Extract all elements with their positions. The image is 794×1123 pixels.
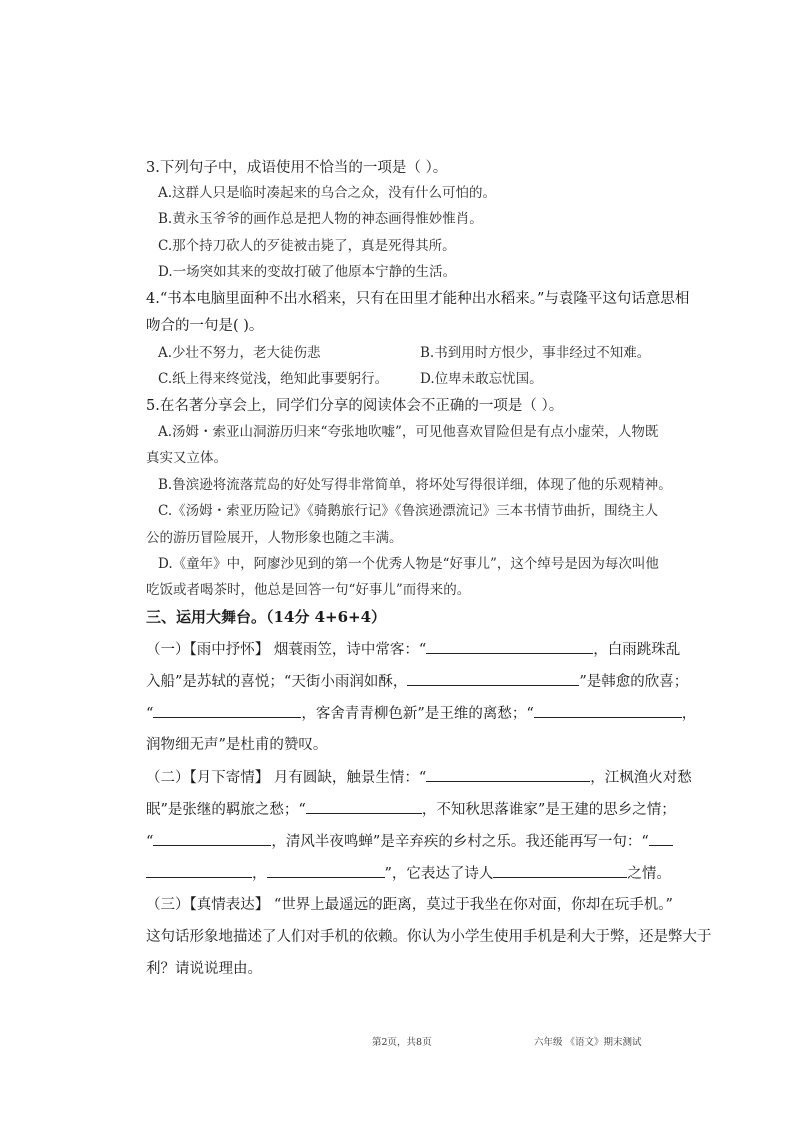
q4-stem-line1: 4.“书本电脑里面种不出水稻来，只有在田里才能种出水稻来。”与袁隆平这句话意思相 xyxy=(146,291,690,307)
part1-line2 xyxy=(146,671,688,692)
part2-line3 xyxy=(146,831,673,852)
part2-line3-open: “ xyxy=(146,834,154,850)
part1-line4: 润物细无声”是杜甫的赞叹。 xyxy=(146,737,328,753)
q4-option-a: A.少壮不努力，老大徒伤悲 xyxy=(158,345,321,361)
answer-blank[interactable] xyxy=(407,671,579,686)
q3-option-d: D.一场突如其来的变故打破了他原本宁静的生活。 xyxy=(158,264,457,280)
section3-title: 三、运用大舞台。（14分 4+6+4） xyxy=(146,608,387,626)
part2-line2-lead: 眠”是张继的羁旅之愁；“ xyxy=(146,802,306,818)
part1-line3 xyxy=(146,703,696,724)
q3-option-b: B.黄永玉爷爷的画作总是把人物的神态画得惟妙惟肖。 xyxy=(158,211,483,227)
q4-option-c: C.纸上得来终觉浅，绝知此事要躬行。 xyxy=(158,371,389,387)
part1-line3-mid: ，客舍青青柳色新”是王维的离愁；“ xyxy=(301,706,534,722)
q5-stem: 5.在名著分享会上，同学们分享的阅读体会不正确的一项是（ ）。 xyxy=(146,398,564,414)
q4-option-b: B.书到用时方恨少，事非经过不知难。 xyxy=(420,345,651,361)
exam-title: 六年级 《语文》期末测试 xyxy=(534,1037,642,1048)
q3-option-c: C.那个持刀砍人的歹徒被击毙了，真是死得其所。 xyxy=(158,238,456,254)
answer-blank[interactable] xyxy=(146,863,252,878)
q4-stem-line2: 吻合的一句是( )。 xyxy=(146,318,264,334)
part2-line1-lead: （二）【月下寄情】 月有圆缺，触景生情：“ xyxy=(146,770,427,786)
part2-line2 xyxy=(146,799,676,820)
answer-blank[interactable] xyxy=(534,703,682,718)
q5-option-a-line2: 真实又立体。 xyxy=(146,450,227,466)
part3-line1: （三）【真情表达】 “世界上最遥远的距离，莫过于我坐在你对面，你却在玩手机。” xyxy=(146,897,673,913)
answer-blank[interactable] xyxy=(267,863,385,878)
q4-option-d: D.位卑未敢忘忧国。 xyxy=(420,371,543,387)
answer-blank[interactable] xyxy=(493,863,627,878)
part1-line3-tail: ， xyxy=(681,706,697,722)
q5-option-a-line1: A.汤姆・索亚山洞游历归来“夸张地吹嘘”，可见他喜欢冒险但是有点小虚荣，人物既 xyxy=(158,424,659,440)
answer-blank[interactable] xyxy=(306,799,422,814)
part2-line4-comma: ， xyxy=(252,866,267,882)
page-number: 第2页，共8页 xyxy=(372,1037,432,1048)
answer-blank[interactable] xyxy=(153,703,301,718)
part1-line1-tail: ，白雨跳珠乱 xyxy=(593,642,681,658)
q5-option-d-line1: D.《童年》中，阿廖沙见到的第一个优秀人物是“好事儿”，这个绰号是因为每次叫他 xyxy=(158,556,659,572)
q5-option-c-line1: C.《汤姆・索亚历险记》《骑鹅旅行记》《鲁滨逊漂流记》三本书情节曲折，围绕主人 xyxy=(158,503,659,519)
q3-stem: 3.下列句子中，成语使用不恰当的一项是（ ）。 xyxy=(146,160,448,176)
part2-line4-tail: 之情。 xyxy=(627,866,671,882)
answer-blank[interactable] xyxy=(426,767,590,782)
answer-blank[interactable] xyxy=(426,639,593,654)
part2-line2-tail: ，不知秋思落谁家”是王建的思乡之情； xyxy=(421,802,676,818)
q5-option-d-line2: 吃饭或者喝茶时，他总是回答一句“好事儿”而得来的。 xyxy=(146,582,471,598)
part2-line4 xyxy=(146,863,671,884)
part3-line2: 这句话形象地描述了人们对手机的依赖。你认为小学生使用手机是利大于弊，还是弊大于 xyxy=(146,929,712,945)
part2-line1-tail: ，江枫渔火对愁 xyxy=(590,770,692,786)
part2-line4-mid: ”，它表达了诗人 xyxy=(384,866,494,882)
part3-line3: 利？请说说理由。 xyxy=(146,961,262,977)
q5-option-c-line2: 公的游历冒险展开，人物形象也随之丰满。 xyxy=(146,530,403,546)
q3-option-a: A.这群人只是临时凑起来的乌合之众，没有什么可怕的。 xyxy=(158,185,497,201)
part2-line3-mid: ，清风半夜鸣蝉”是辛弃疾的乡村之乐。我还能再写一句：“ xyxy=(271,834,649,850)
q5-option-b: B.鲁滨逊将流落荒岛的好处写得非常简单，将坏处写得很详细，体现了他的乐观精神。 xyxy=(158,477,672,493)
part2-line1 xyxy=(146,767,692,788)
answer-blank[interactable] xyxy=(649,831,673,846)
part1-line3-open: “ xyxy=(146,706,154,722)
part1-line1 xyxy=(146,639,680,660)
part1-line2-tail: ”是韩愈的欣喜； xyxy=(579,674,689,690)
answer-blank[interactable] xyxy=(153,831,271,846)
part1-line1-lead: （一）【雨中抒怀】 烟蓑雨笠，诗中常客：“ xyxy=(146,642,427,658)
part1-line2-lead: 入船”是苏轼的喜悦；“天街小雨润如酥， xyxy=(146,674,408,690)
